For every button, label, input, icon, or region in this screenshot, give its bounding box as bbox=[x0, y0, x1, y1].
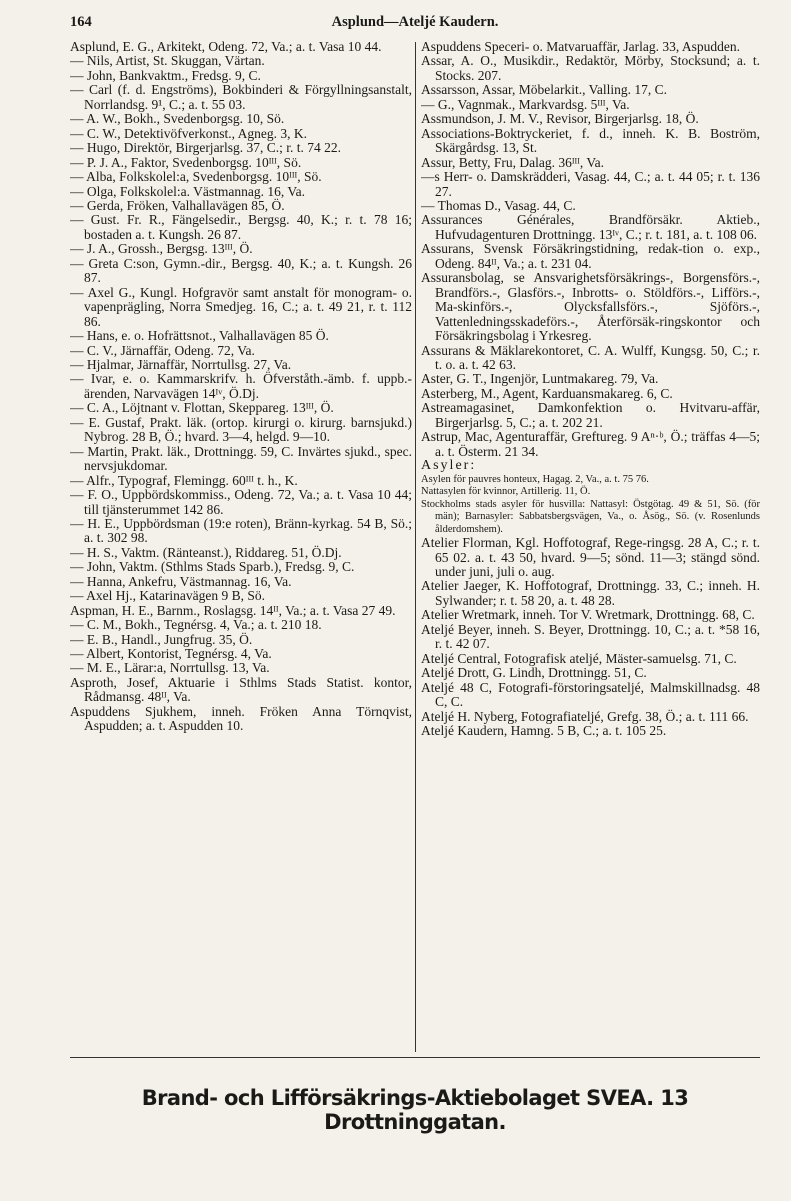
directory-entry: — E. Gustaf, Prakt. läk. (ortop. kirurgi o. kirurg. barnsjukd.) Nybrog. 28 B, Ö.; hvard. 3—4, helgd. 9—10. bbox=[70, 414, 412, 445]
directory-entry: — C. V., Järnaffär, Odeng. 72, Va. bbox=[70, 342, 255, 358]
directory-entry: — John, Bankvaktm., Fredsg. 9, C. bbox=[70, 67, 261, 83]
directory-entry: Nattasylen för kvinnor, Artillerig. 11, Ö. bbox=[421, 486, 591, 498]
directory-entry: Ateljé H. Nyberg, Fotografiateljé, Grefg. 38, Ö.; a. t. 111 66. bbox=[421, 708, 749, 724]
directory-entry: Aster, G. T., Ingenjör, Luntmakareg. 79, Va. bbox=[421, 371, 659, 387]
directory-entry: — H. S., Vaktm. (Ränteanst.), Riddareg. 51, Ö.Dj. bbox=[70, 544, 342, 560]
directory-entry: Astreamagasinet, Damkonfektion o. Hvitvaru-affär, Birgerjarlsg. 5, C.; a. t. 202 21. bbox=[421, 400, 760, 430]
directory-entry: — Gerda, Fröken, Valhallavägen 85, Ö. bbox=[70, 197, 285, 213]
directory-entry: — Gust. Fr. R., Fängelsedir., Bergsg. 40, K.; r. t. 78 16; bostaden a. t. Kungsh. 26 87. bbox=[70, 212, 412, 242]
directory-entry: — Nils, Artist, St. Skuggan, Värtan. bbox=[70, 53, 265, 69]
directory-entry: Ateljé Kaudern, Hamng. 5 B, C.; a. t. 105 25. bbox=[421, 722, 667, 738]
directory-entry: — Martin, Prakt. läk., Drottningg. 59, C. Invärtes sjukd., spec. nervsjukdomar. bbox=[70, 443, 412, 474]
directory-entry: Assurances Générales, Brandförsäkr. Aktieb., Hufvudagenturen Drottningg. 13ᴵᵛ, C.; r. t. 181, a. t. 108 06. bbox=[421, 212, 760, 242]
directory-entry: Asproth, Josef, Aktuarie i Sthlms Stads Statist. kontor, Rådmansg. 48ᴵᴵ, Va. bbox=[70, 674, 412, 705]
directory-entry: — C. A., Löjtnant v. Flottan, Skeppareg. 13ᴵᴵᴵ, Ö. bbox=[70, 400, 334, 416]
directory-entry: Asplund, E. G., Arkitekt, Odeng. 72, Va.; a. t. Vasa 10 44. bbox=[70, 40, 382, 54]
page-number: 164 bbox=[70, 14, 92, 30]
directory-entry: — John, Vaktm. (Sthlms Stads Sparb.), Fredsg. 9, C. bbox=[70, 559, 355, 575]
directory-entry: — C. M., Bokh., Tegnérsg. 4, Va.; a. t. 210 18. bbox=[70, 617, 322, 633]
directory-entry: Assuransbolag, se Ansvarighetsförsäkrings-, Borgensförs.-, Brandförs.-, Glasförs.-, Inbrotts- o. Stöldförs.-, Lifförs.-, Ma-skinförs.-, Olycksfallsförs.-, Sjöförs.-, Vattenledningsskadeförs.-, Återförsäk-ringskontor och Försäkringsbolag i Yrkesreg. bbox=[421, 270, 760, 344]
directory-entry: —s Herr- o. Damskrädderi, Vasag. 44, C.; a. t. 44 05; r. t. 136 27. bbox=[421, 169, 760, 199]
directory-entry: Associations-Boktryckeriet, f. d., inneh. K. B. Boström, Skärgårdsg. 13, St. bbox=[421, 125, 760, 156]
directory-entry: Atelier Wretmark, inneh. Tor V. Wretmark, Drottningg. 68, C. bbox=[421, 607, 755, 623]
directory-entry: — Hanna, Ankefru, Västmannag. 16, Va. bbox=[70, 573, 292, 589]
directory-entry: Aspuddens Sjukhem, inneh. Fröken Anna Törnqvist, Aspudden; a. t. Aspudden 10. bbox=[70, 703, 412, 734]
directory-entry: — Axel G., Kungl. Hofgravör samt anstalt för monogram- o. vapenprägling, Norra Smedjeg. 16, C.; a. t. 49 21, r. t. 112 86. bbox=[70, 284, 412, 329]
directory-entry: — Albert, Kontorist, Tegnérsg. 4, Va. bbox=[70, 646, 272, 662]
right-column bbox=[421, 40, 760, 1056]
directory-columns bbox=[70, 40, 760, 1056]
directory-entry: — Hjalmar, Järnaffär, Norrtullsg. 27, Va. bbox=[70, 356, 292, 372]
directory-entry: — J. A., Grossh., Bergsg. 13ᴵᴵᴵ, Ö. bbox=[70, 241, 253, 257]
directory-entry: Asylen för pauvres honteux, Hagag. 2, Va., a. t. 75 76. bbox=[421, 473, 649, 485]
directory-entry: — H. E., Uppbördsman (19:e roten), Bränn-kyrkag. 54 B, Sö.; a. t. 302 98. bbox=[70, 515, 412, 546]
directory-entry: — Carl (f. d. Engströms), Bokbinderi & Förgyllningsanstalt, Norrlandsg. 9¹, C.; a. t. 55 03. bbox=[70, 82, 412, 112]
directory-entry: Stockholms stads asyler för husvilla: Nattasyl: Östgötag. 49 & 51, Sö. (för män); Barnasyler: Sabbatsbergsvägen, Va., o. Åsög., Sö. (v. Rosenlunds ålderdomshem). bbox=[421, 498, 760, 535]
directory-entry: — C. W., Detektivöfverkonst., Agneg. 3, K. bbox=[70, 125, 307, 141]
directory-entry: Ateljé Beyer, inneh. S. Beyer, Drottningg. 10, C.; a. t. *58 16, r. t. 42 07. bbox=[421, 621, 760, 652]
directory-entry: — F. O., Uppbördskommiss., Odeng. 72, Va.; a. t. Vasa 10 44; till tjänsterummet 142 86. bbox=[70, 487, 412, 517]
page-header bbox=[70, 14, 760, 36]
directory-entry: Ateljé Central, Fotografisk ateljé, Mäster-samuelsg. 71, C. bbox=[421, 650, 737, 666]
directory-entry: Aspuddens Speceri- o. Matvaruaffär, Jarlag. 33, Aspudden. bbox=[421, 40, 741, 54]
directory-entry: Assur, Betty, Fru, Dalag. 36ᴵᴵᴵ, Va. bbox=[421, 154, 605, 170]
directory-entry: — Ivar, e. o. Kammarskrifv. h. Öfverståth.-ämb. f. uppb.-ärenden, Narvavägen 14ᴵᵛ, Ö.Dj. bbox=[70, 371, 412, 401]
directory-entry: Asterberg, M., Agent, Karduansmakareg. 6, C. bbox=[421, 385, 673, 401]
directory-entry: — Hugo, Direktör, Birgerjarlsg. 37, C.; r. t. 74 22. bbox=[70, 140, 342, 156]
directory-entry: Ateljé Drott, G. Lindh, Drottningg. 51, C. bbox=[421, 665, 647, 681]
footer-rule bbox=[70, 1057, 760, 1058]
directory-entry: — A. W., Bokh., Svedenborgsg. 10, Sö. bbox=[70, 111, 285, 127]
directory-entry: — Hans, e. o. Hofrättsnot., Valhallavägen 85 Ö. bbox=[70, 328, 329, 344]
directory-entry: — Axel Hj., Katarinavägen 9 B, Sö. bbox=[70, 588, 265, 604]
left-column bbox=[70, 40, 412, 1056]
advertisement-banner: Brand- och Lifförsäkrings-Aktiebolaget SVEA. 13 Drottninggatan. bbox=[141, 1086, 689, 1134]
directory-entry: — Thomas D., Vasag. 44, C. bbox=[421, 197, 576, 213]
directory-entry: Assurans & Mäklarekontoret, C. A. Wulff, Kungsg. 50, C.; r. t. o. a. t. 42 63. bbox=[421, 342, 760, 372]
directory-entry: — Olga, Folkskolel:a. Västmannag. 16, Va. bbox=[70, 183, 305, 199]
column-divider bbox=[415, 42, 416, 1052]
directory-entry: — Alfr., Typograf, Flemingg. 60ᴵᴵᴵ t. h., K. bbox=[70, 472, 298, 488]
directory-entry: — P. J. A., Faktor, Svedenborgsg. 10ᴵᴵᴵ, Sö. bbox=[70, 154, 302, 170]
directory-entry: Assar, A. O., Musikdir., Redaktör, Mörby, Stocksund; a. t. Stocks. 207. bbox=[421, 53, 760, 83]
running-head: Asplund—Ateljé Kaudern. bbox=[331, 14, 499, 30]
directory-entry: Astrup, Mac, Agenturaffär, Greftureg. 9 Aⁿ·ᵇ, Ö.; träffas 4—5; a. t. Österm. 21 34. bbox=[421, 429, 760, 459]
directory-entry: Atelier Florman, Kgl. Hoffotograf, Rege-ringsg. 28 A, C.; r. t. 65 02. a. t. 43 50, hvard. 9—5; sönd. 11—3; stängd sönd. under juni, juli o. aug. bbox=[421, 535, 760, 579]
directory-entry: Aspman, H. E., Barnm., Roslagsg. 14ᴵᴵ, Va.; a. t. Vasa 27 49. bbox=[70, 602, 396, 618]
section-heading: Asyler: bbox=[421, 458, 477, 474]
directory-entry: — M. E., Lärar:a, Norrtullsg. 13, Va. bbox=[70, 660, 270, 676]
directory-entry: — G., Vagnmak., Markvardsg. 5ᴵᴵᴵ, Va. bbox=[421, 96, 630, 112]
directory-entry: — Alba, Folkskolel:a, Svedenborgsg. 10ᴵᴵᴵ, Sö. bbox=[70, 169, 322, 185]
directory-entry: Ateljé 48 C, Fotografi-förstoringsateljé, Malmskillnadsg. 48 C, C. bbox=[421, 679, 760, 710]
directory-entry: — E. B., Handl., Jungfrug. 35, Ö. bbox=[70, 631, 253, 647]
directory-entry: — Greta C:son, Gymn.-dir., Bergsg. 40, K.; a. t. Kungsh. 26 87. bbox=[70, 255, 412, 286]
directory-entry: Assurans, Svensk Försäkringstidning, redak-tion o. exp., Odeng. 84ᴵᴵ, Va.; a. t. 231 04. bbox=[421, 241, 760, 271]
directory-entry: Assmundson, J. M. V., Revisor, Birgerjarlsg. 18, Ö. bbox=[421, 111, 699, 127]
directory-entry: Atelier Jaeger, K. Hoffotograf, Drottningg. 33, C.; inneh. H. Sylwander; r. t. 58 20, a. t. 48 28. bbox=[421, 578, 760, 608]
directory-entry: Assarsson, Assar, Möbelarkit., Valling. 17, C. bbox=[421, 82, 667, 98]
